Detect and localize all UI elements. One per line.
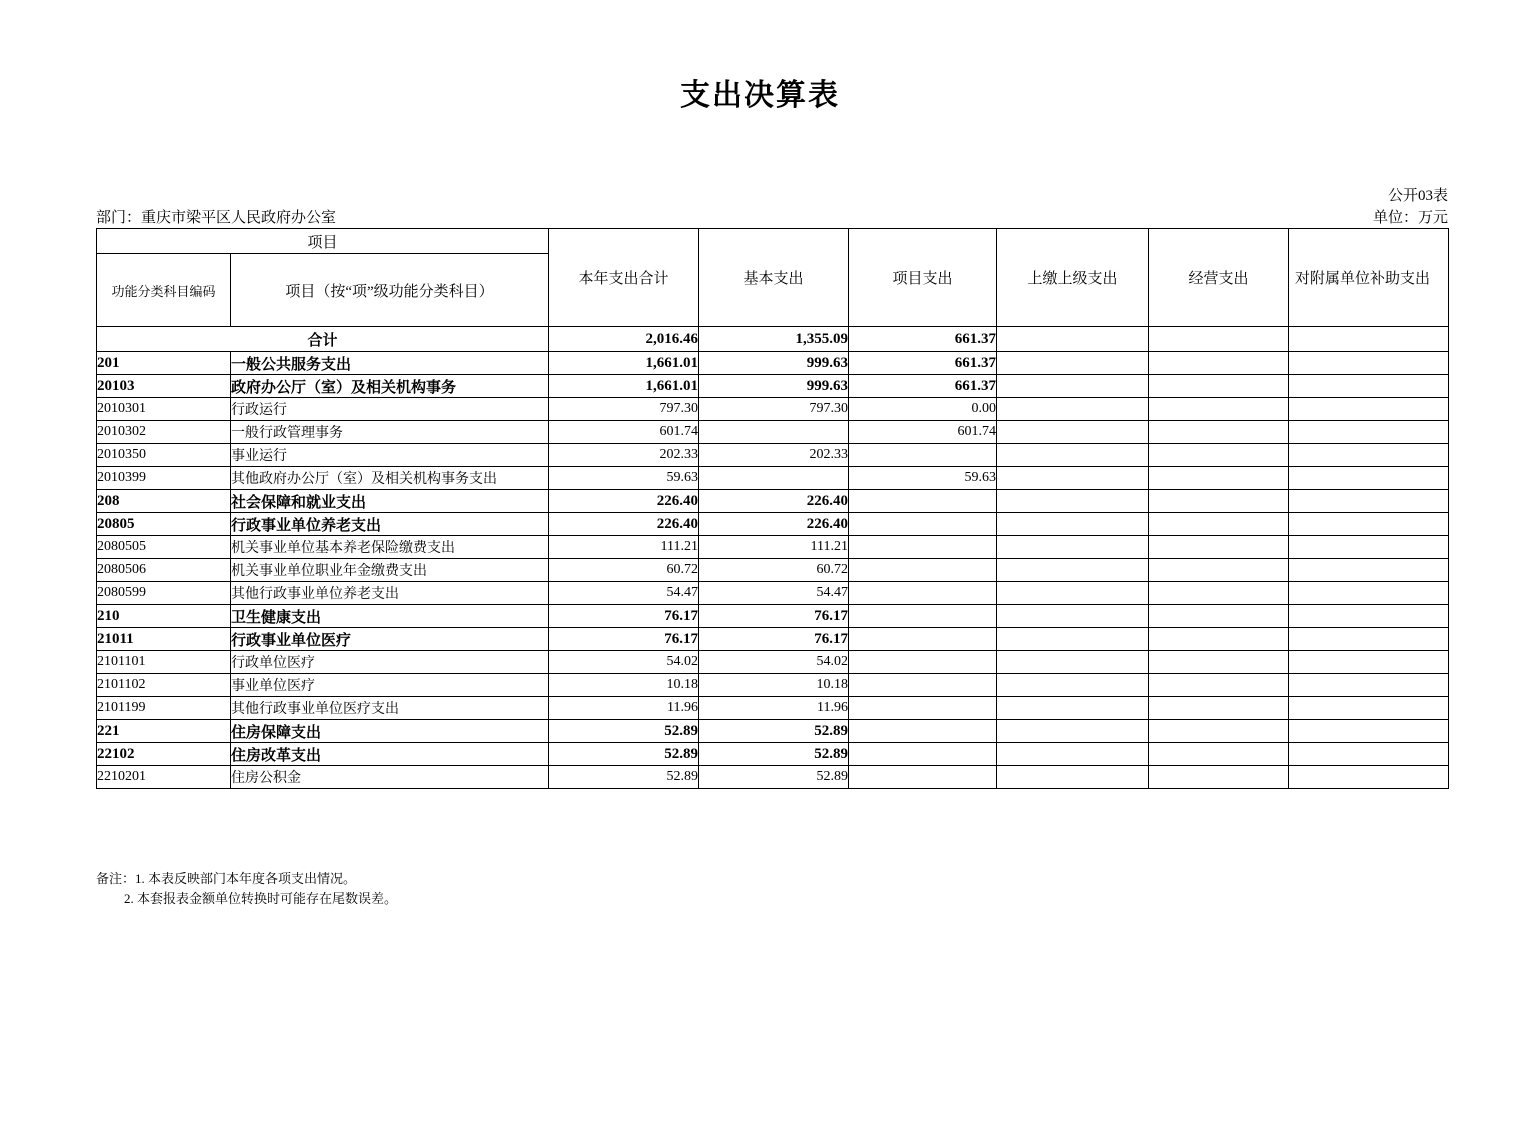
row-basic: 226.40 bbox=[699, 490, 849, 513]
row-code: 2010399 bbox=[97, 467, 231, 490]
header-total: 本年支出合计 bbox=[549, 229, 699, 327]
row-basic: 52.89 bbox=[699, 743, 849, 766]
row-operating bbox=[1149, 628, 1289, 651]
row-operating bbox=[1149, 651, 1289, 674]
header-subsidy: 对附属单位补助支出 bbox=[1289, 229, 1449, 327]
row-project bbox=[849, 559, 997, 582]
row-code: 221 bbox=[97, 720, 231, 743]
row-total: 226.40 bbox=[549, 490, 699, 513]
row-total: 60.72 bbox=[549, 559, 699, 582]
row-code: 2101101 bbox=[97, 651, 231, 674]
table-row bbox=[97, 467, 1449, 490]
table-row bbox=[97, 398, 1449, 421]
row-name: 其他行政事业单位医疗支出 bbox=[231, 697, 549, 720]
row-total: 52.89 bbox=[549, 720, 699, 743]
row-total: 52.89 bbox=[549, 743, 699, 766]
row-basic: 60.72 bbox=[699, 559, 849, 582]
row-code: 20103 bbox=[97, 375, 231, 398]
header-remit: 上缴上级支出 bbox=[997, 229, 1149, 327]
row-total: 202.33 bbox=[549, 444, 699, 467]
row-remit bbox=[997, 352, 1149, 375]
department-label: 部门：重庆市梁平区人民政府办公室 bbox=[96, 210, 337, 226]
row-remit bbox=[997, 467, 1149, 490]
row-basic: 226.40 bbox=[699, 513, 849, 536]
header-name: 项目（按“项”级功能分类科目） bbox=[231, 254, 549, 327]
row-total: 10.18 bbox=[549, 674, 699, 697]
row-project bbox=[849, 766, 997, 789]
table-row bbox=[97, 697, 1449, 720]
row-subsidy bbox=[1289, 651, 1449, 674]
table-row bbox=[97, 743, 1449, 766]
row-basic: 54.02 bbox=[699, 651, 849, 674]
row-remit bbox=[997, 536, 1149, 559]
row-operating bbox=[1149, 536, 1289, 559]
row-remit bbox=[997, 743, 1149, 766]
row-subsidy bbox=[1289, 398, 1449, 421]
table-row bbox=[97, 444, 1449, 467]
row-name: 行政事业单位医疗 bbox=[231, 628, 549, 651]
row-project: 59.63 bbox=[849, 467, 997, 490]
row-subsidy bbox=[1289, 490, 1449, 513]
row-subsidy bbox=[1289, 697, 1449, 720]
total-remit bbox=[997, 327, 1149, 352]
row-name: 一般公共服务支出 bbox=[231, 352, 549, 375]
row-code: 2080599 bbox=[97, 582, 231, 605]
header-project: 项目支出 bbox=[849, 229, 997, 327]
row-name: 其他政府办公厅（室）及相关机构事务支出 bbox=[231, 467, 549, 490]
row-operating bbox=[1149, 697, 1289, 720]
table-row-total bbox=[97, 327, 1449, 352]
header-row-group bbox=[97, 229, 1449, 254]
row-basic: 999.63 bbox=[699, 375, 849, 398]
row-project: 661.37 bbox=[849, 375, 997, 398]
row-subsidy bbox=[1289, 674, 1449, 697]
total-total: 2,016.46 bbox=[549, 327, 699, 352]
row-name: 机关事业单位基本养老保险缴费支出 bbox=[231, 536, 549, 559]
row-code: 2101102 bbox=[97, 674, 231, 697]
unit-label: 单位：万元 bbox=[1372, 210, 1448, 226]
row-project: 0.00 bbox=[849, 398, 997, 421]
row-basic: 76.17 bbox=[699, 605, 849, 628]
row-name: 政府办公厅（室）及相关机构事务 bbox=[231, 375, 549, 398]
row-code: 21011 bbox=[97, 628, 231, 651]
row-code: 2010350 bbox=[97, 444, 231, 467]
row-code: 2101199 bbox=[97, 697, 231, 720]
row-remit bbox=[997, 697, 1149, 720]
header-operating: 经营支出 bbox=[1149, 229, 1289, 327]
row-name: 行政单位医疗 bbox=[231, 651, 549, 674]
row-remit bbox=[997, 490, 1149, 513]
row-name: 事业单位医疗 bbox=[231, 674, 549, 697]
row-total: 59.63 bbox=[549, 467, 699, 490]
header-group-item: 项目 bbox=[97, 229, 549, 254]
page-title: 支出决算表 bbox=[680, 79, 840, 112]
row-subsidy bbox=[1289, 375, 1449, 398]
row-operating bbox=[1149, 513, 1289, 536]
table-row bbox=[97, 628, 1449, 651]
row-remit bbox=[997, 605, 1149, 628]
row-name: 社会保障和就业支出 bbox=[231, 490, 549, 513]
row-remit bbox=[997, 421, 1149, 444]
table-body bbox=[97, 327, 1449, 789]
total-subsidy bbox=[1289, 327, 1449, 352]
row-name: 卫生健康支出 bbox=[231, 605, 549, 628]
row-basic: 999.63 bbox=[699, 352, 849, 375]
row-operating bbox=[1149, 582, 1289, 605]
row-code: 208 bbox=[97, 490, 231, 513]
row-operating bbox=[1149, 398, 1289, 421]
total-label: 合计 bbox=[97, 327, 549, 352]
row-remit bbox=[997, 559, 1149, 582]
row-name: 行政事业单位养老支出 bbox=[231, 513, 549, 536]
row-operating bbox=[1149, 421, 1289, 444]
row-total: 1,661.01 bbox=[549, 375, 699, 398]
row-operating bbox=[1149, 352, 1289, 375]
row-subsidy bbox=[1289, 513, 1449, 536]
row-basic bbox=[699, 421, 849, 444]
row-basic: 797.30 bbox=[699, 398, 849, 421]
table-row bbox=[97, 513, 1449, 536]
row-remit bbox=[997, 398, 1149, 421]
page bbox=[0, 70, 1520, 1144]
row-subsidy bbox=[1289, 582, 1449, 605]
row-name: 住房保障支出 bbox=[231, 720, 549, 743]
row-total: 11.96 bbox=[549, 697, 699, 720]
row-operating bbox=[1149, 444, 1289, 467]
row-code: 2080505 bbox=[97, 536, 231, 559]
row-total: 76.17 bbox=[549, 605, 699, 628]
row-name: 其他行政事业单位养老支出 bbox=[231, 582, 549, 605]
row-name: 一般行政管理事务 bbox=[231, 421, 549, 444]
row-code: 2080506 bbox=[97, 559, 231, 582]
row-total: 226.40 bbox=[549, 513, 699, 536]
note-line-2: 2. 本套报表金额单位转换时可能存在尾数误差。 bbox=[124, 891, 398, 906]
row-basic: 202.33 bbox=[699, 444, 849, 467]
row-total: 54.47 bbox=[549, 582, 699, 605]
row-operating bbox=[1149, 766, 1289, 789]
row-total: 111.21 bbox=[549, 536, 699, 559]
table-row bbox=[97, 421, 1449, 444]
note-line-1: 备注：1. 本表反映部门本年度各项支出情况。 bbox=[96, 871, 357, 886]
row-basic: 52.89 bbox=[699, 720, 849, 743]
row-project bbox=[849, 674, 997, 697]
row-code: 2010301 bbox=[97, 398, 231, 421]
table-row bbox=[97, 352, 1449, 375]
total-operating bbox=[1149, 327, 1289, 352]
row-remit bbox=[997, 651, 1149, 674]
row-operating bbox=[1149, 467, 1289, 490]
row-remit bbox=[997, 582, 1149, 605]
header-basic: 基本支出 bbox=[699, 229, 849, 327]
row-basic: 111.21 bbox=[699, 536, 849, 559]
row-remit bbox=[997, 766, 1149, 789]
row-basic: 54.47 bbox=[699, 582, 849, 605]
row-subsidy bbox=[1289, 720, 1449, 743]
row-total: 1,661.01 bbox=[549, 352, 699, 375]
row-project bbox=[849, 444, 997, 467]
row-name: 机关事业单位职业年金缴费支出 bbox=[231, 559, 549, 582]
row-project bbox=[849, 605, 997, 628]
total-project: 661.37 bbox=[849, 327, 997, 352]
header-code: 功能分类科目编码 bbox=[97, 254, 231, 327]
row-subsidy bbox=[1289, 766, 1449, 789]
form-number: 公开03表 bbox=[1387, 188, 1448, 204]
row-subsidy bbox=[1289, 352, 1449, 375]
row-basic: 11.96 bbox=[699, 697, 849, 720]
row-basic: 52.89 bbox=[699, 766, 849, 789]
row-project bbox=[849, 628, 997, 651]
row-total: 601.74 bbox=[549, 421, 699, 444]
row-operating bbox=[1149, 605, 1289, 628]
row-basic: 76.17 bbox=[699, 628, 849, 651]
row-subsidy bbox=[1289, 467, 1449, 490]
table-row bbox=[97, 582, 1449, 605]
notes bbox=[96, 869, 397, 909]
row-code: 210 bbox=[97, 605, 231, 628]
row-subsidy bbox=[1289, 444, 1449, 467]
row-operating bbox=[1149, 490, 1289, 513]
row-code: 201 bbox=[97, 352, 231, 375]
row-total: 52.89 bbox=[549, 766, 699, 789]
row-code: 2210201 bbox=[97, 766, 231, 789]
row-remit bbox=[997, 375, 1149, 398]
row-operating bbox=[1149, 559, 1289, 582]
row-remit bbox=[997, 628, 1149, 651]
row-project bbox=[849, 582, 997, 605]
table-row bbox=[97, 651, 1449, 674]
row-remit bbox=[997, 513, 1149, 536]
row-project bbox=[849, 697, 997, 720]
row-project bbox=[849, 490, 997, 513]
row-project: 661.37 bbox=[849, 352, 997, 375]
row-project bbox=[849, 651, 997, 674]
table-row bbox=[97, 766, 1449, 789]
table-row bbox=[97, 674, 1449, 697]
row-code: 22102 bbox=[97, 743, 231, 766]
row-subsidy bbox=[1289, 743, 1449, 766]
row-name: 住房改革支出 bbox=[231, 743, 549, 766]
row-basic bbox=[699, 467, 849, 490]
row-project: 601.74 bbox=[849, 421, 997, 444]
row-operating bbox=[1149, 375, 1289, 398]
row-code: 20805 bbox=[97, 513, 231, 536]
row-name: 住房公积金 bbox=[231, 766, 549, 789]
row-subsidy bbox=[1289, 605, 1449, 628]
row-subsidy bbox=[1289, 536, 1449, 559]
table-row bbox=[97, 720, 1449, 743]
row-total: 797.30 bbox=[549, 398, 699, 421]
row-operating bbox=[1149, 674, 1289, 697]
row-code: 2010302 bbox=[97, 421, 231, 444]
row-total: 54.02 bbox=[549, 651, 699, 674]
row-remit bbox=[997, 444, 1149, 467]
row-project bbox=[849, 720, 997, 743]
row-subsidy bbox=[1289, 628, 1449, 651]
table-row bbox=[97, 559, 1449, 582]
table-head bbox=[97, 229, 1449, 327]
row-operating bbox=[1149, 743, 1289, 766]
table-row bbox=[97, 536, 1449, 559]
row-name: 事业运行 bbox=[231, 444, 549, 467]
row-remit bbox=[997, 720, 1149, 743]
table-row bbox=[97, 605, 1449, 628]
row-subsidy bbox=[1289, 421, 1449, 444]
total-basic: 1,355.09 bbox=[699, 327, 849, 352]
table-row bbox=[97, 490, 1449, 513]
table-row bbox=[97, 375, 1449, 398]
row-name: 行政运行 bbox=[231, 398, 549, 421]
expenditure-table bbox=[96, 228, 1449, 789]
row-project bbox=[849, 536, 997, 559]
row-project bbox=[849, 513, 997, 536]
row-remit bbox=[997, 674, 1149, 697]
row-subsidy bbox=[1289, 559, 1449, 582]
row-total: 76.17 bbox=[549, 628, 699, 651]
row-project bbox=[849, 743, 997, 766]
row-basic: 10.18 bbox=[699, 674, 849, 697]
row-operating bbox=[1149, 720, 1289, 743]
